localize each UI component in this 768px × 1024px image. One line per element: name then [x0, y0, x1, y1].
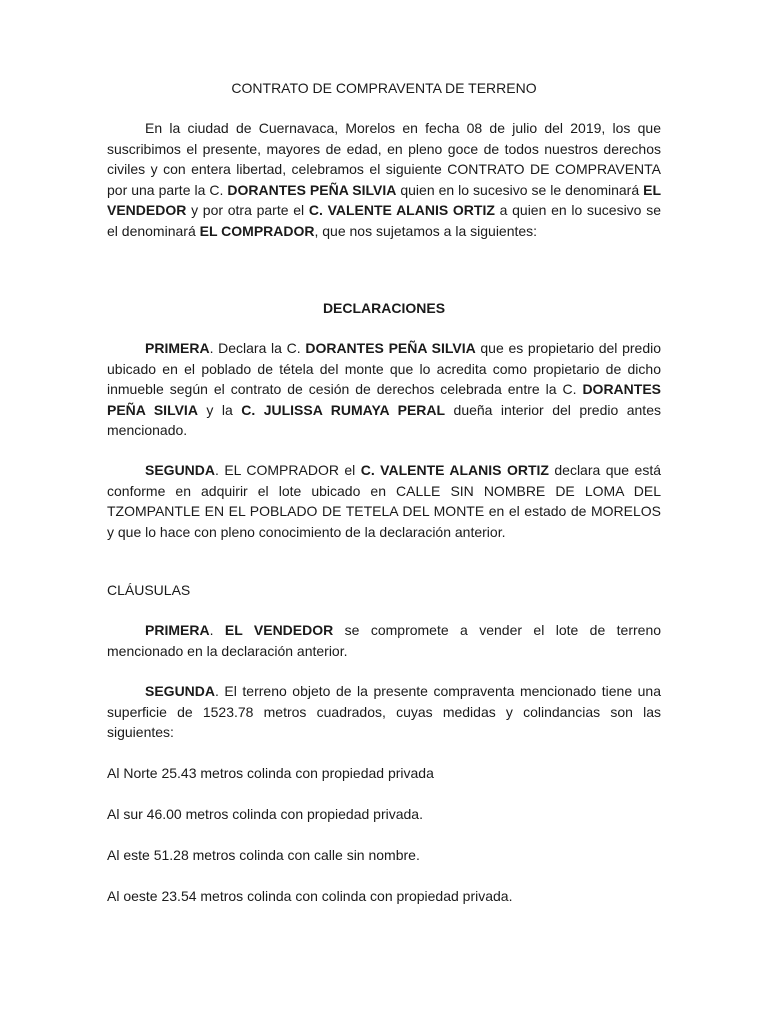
boundary-south: Al sur 46.00 metros colinda con propiedad privada. [107, 806, 423, 822]
boundary-west: Al oeste 23.54 metros colinda con colinda con propiedad privada. [107, 888, 513, 904]
declaration-second-name: C. VALENTE ALANIS ORTIZ [360, 462, 549, 478]
intro-text-5: , que nos sujetamos a la siguientes: [314, 222, 538, 239]
declaration-first-text-4: dueña interior del predio antes mencionado. [107, 401, 661, 439]
clause-second [107, 681, 661, 743]
declaration-first-text-3: y la [197, 401, 242, 418]
declaration-first [107, 338, 661, 441]
clauses-heading: CLÁUSULAS [107, 582, 191, 598]
declaration-second [107, 460, 661, 542]
intro-text-3: y por otra parte el [186, 202, 309, 219]
declaration-first-name-3: C. JULISSA RUMAYA PERAL [241, 401, 446, 418]
clause-second-text-1: . El terreno objeto de la presente compraventa mencionado tiene una superficie de 1523.78 metros cuadrados, cuyas medidas y colindancias son las siguientes: [107, 683, 661, 741]
clause-first-label: PRIMERA [145, 622, 210, 638]
seller-name: DORANTES PEÑA SILVIA [227, 181, 397, 198]
declaration-second-label: SEGUNDA [145, 462, 216, 478]
declaration-second-text-2: declara que está conforme en adquirir el lote ubicado en CALLE SIN NOMBRE DE LOMA DEL TZOMPANTLE EN EL POBLADO DE TETELA DEL MONTE en el estado de MORELOS y que lo hace con pleno conocimiento de la declaración anterior. [107, 462, 661, 540]
clause-first [107, 620, 661, 661]
buyer-role: EL COMPRADOR [199, 222, 315, 239]
clause-first-text-2: se compromete a vender el lote de terreno mencionado en la declaración anterior. [107, 622, 662, 659]
intro-text-1: En la ciudad de Cuernavaca, Morelos en fecha 08 de julio del 2019, los que suscribimos el presente, mayores de edad, en pleno goce de todos nuestros derechos civiles y con entera libertad, celebramos el siguiente CONTRATO DE COMPRAVENTA por una parte la C. [107, 120, 661, 198]
intro-paragraph [107, 118, 661, 242]
declaration-first-name-1: DORANTES PEÑA SILVIA [305, 340, 476, 356]
buyer-name: C. VALENTE ALANIS ORTIZ [308, 202, 495, 219]
declaration-first-text-1: . Declara la C. [209, 340, 306, 356]
intro-text-4: a quien en lo sucesivo se el denominará [107, 202, 661, 239]
boundary-north: Al Norte 25.43 metros colinda con propiedad privada [107, 765, 434, 781]
declaration-first-label: PRIMERA [145, 340, 210, 356]
declaration-first-text-2: que es propietario del predio ubicado en el poblado de tétela del monte que lo acredita como propietario de dicho inmueble según el contrato de cesión de derechos celebrada entre la C. [107, 340, 662, 398]
boundary-east: Al este 51.28 metros colinda con calle sin nombre. [107, 847, 420, 863]
document-title: CONTRATO DE COMPRAVENTA DE TERRENO [231, 80, 537, 96]
intro-text-2: quien en lo sucesivo se le denominará [396, 181, 644, 198]
declaration-first-name-2: DORANTES PEÑA SILVIA [107, 381, 661, 418]
clause-second-label: SEGUNDA [145, 683, 216, 699]
clause-first-text-1: . [209, 622, 225, 638]
declaration-second-text-1: . EL COMPRADOR el [215, 462, 361, 478]
seller-role: EL VENDEDOR [107, 181, 661, 219]
clause-first-role: EL VENDEDOR [224, 622, 334, 638]
declarations-heading: DECLARACIONES [322, 300, 446, 316]
